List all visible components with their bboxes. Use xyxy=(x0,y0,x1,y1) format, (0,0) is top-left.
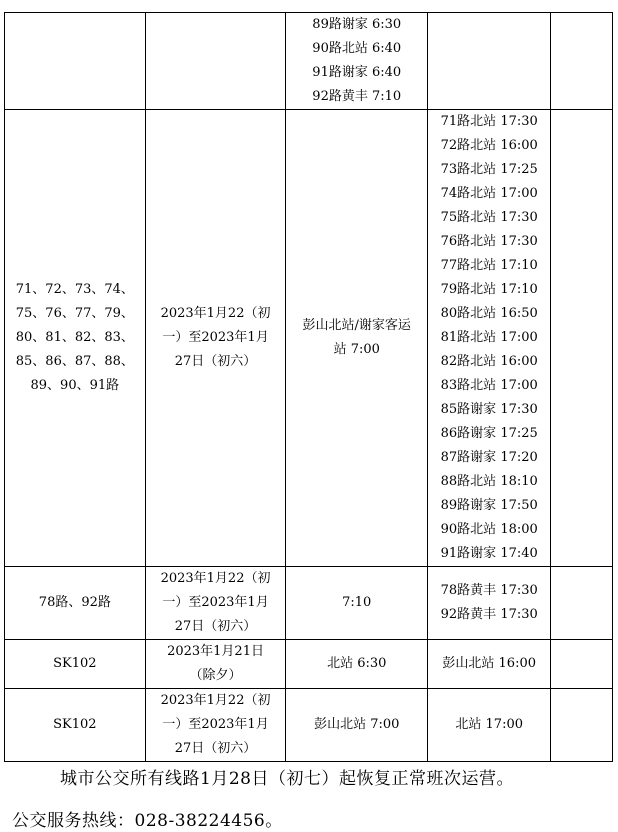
cell-line: 2023年1月22（初 xyxy=(160,306,271,321)
route-cell xyxy=(5,640,146,689)
cell-line: SK102 xyxy=(53,656,97,671)
cell-line: 北站 6:30 xyxy=(327,656,387,671)
date-cell xyxy=(145,567,286,640)
cell-line: 92路黄丰 7:10 xyxy=(312,89,402,104)
bus-schedule-table xyxy=(4,12,613,762)
cell-line: 78路、92路 xyxy=(38,595,111,610)
cell-line: 北站 17:00 xyxy=(455,717,524,732)
schedule-row xyxy=(5,689,613,762)
cell-line: 72路北站 16:00 xyxy=(440,138,538,153)
cell-line: 81路北站 17:00 xyxy=(440,330,538,345)
cell-line: （除夕） xyxy=(189,668,242,683)
schedule-row xyxy=(5,567,613,640)
empty-cell xyxy=(551,640,613,689)
cell-line: 90路北站 18:00 xyxy=(440,522,538,537)
last-departure-cell xyxy=(428,567,551,640)
last-departure-cell xyxy=(428,110,551,567)
schedule-row xyxy=(5,110,613,567)
cell-line: 89路谢家 6:30 xyxy=(312,17,402,32)
date-cell xyxy=(145,689,286,762)
cell-line: 86路谢家 17:25 xyxy=(440,426,538,441)
date-cell xyxy=(145,13,286,110)
cell-line: 一）至2023年1月 xyxy=(162,717,269,732)
first-departure-cell xyxy=(286,567,428,640)
cell-line: 79路北站 17:10 xyxy=(440,282,538,297)
first-departure-cell xyxy=(286,110,428,567)
cell-line: 75路北站 17:30 xyxy=(440,210,538,225)
cell-line: 73路北站 17:25 xyxy=(440,162,538,177)
empty-cell xyxy=(551,110,613,567)
cell-line: 2023年1月22（初 xyxy=(160,571,271,586)
cell-line: 27日（初六） xyxy=(174,354,257,369)
cell-line: 92路黄丰 17:30 xyxy=(440,607,538,622)
schedule-row xyxy=(5,13,613,110)
cell-line: 90路北站 6:40 xyxy=(312,41,402,56)
schedule-body xyxy=(5,13,613,762)
cell-line: 74路北站 17:00 xyxy=(440,186,538,201)
last-departure-cell xyxy=(428,689,551,762)
cell-line: 2023年1月21日 xyxy=(167,644,264,659)
last-departure-cell xyxy=(428,13,551,110)
cell-line: 71、72、73、74、 xyxy=(15,282,134,297)
first-departure-cell xyxy=(286,689,428,762)
cell-line: 91路谢家 6:40 xyxy=(312,65,402,80)
cell-line: 2023年1月22（初 xyxy=(160,693,271,708)
cell-line: 7:10 xyxy=(342,595,372,610)
cell-line: 彭山北站 7:00 xyxy=(314,717,400,732)
cell-line: 27日（初六） xyxy=(174,619,257,634)
last-departure-cell xyxy=(428,640,551,689)
cell-line: 76路北站 17:30 xyxy=(440,234,538,249)
cell-line: 彭山北站 16:00 xyxy=(442,656,537,671)
cell-line: 80、81、82、83、 xyxy=(15,330,134,345)
route-cell xyxy=(5,13,146,110)
first-departure-cell xyxy=(286,13,428,110)
cell-line: 75、76、77、79、 xyxy=(15,306,134,321)
route-cell xyxy=(5,567,146,640)
cell-line: 一）至2023年1月 xyxy=(162,330,269,345)
cell-line: 89路谢家 17:50 xyxy=(440,498,538,513)
service-hotline: 公交服务热线：028-38224456。 xyxy=(12,811,283,831)
cell-line: 77路北站 17:10 xyxy=(440,258,538,273)
cell-line: 88路北站 18:10 xyxy=(440,474,538,489)
first-departure-cell xyxy=(286,640,428,689)
date-cell xyxy=(145,640,286,689)
cell-line: 91路谢家 17:40 xyxy=(440,546,538,561)
cell-line: SK102 xyxy=(53,717,97,732)
cell-line: 彭山北站/谢家客运 xyxy=(302,318,411,333)
cell-line: 89、90、91路 xyxy=(30,378,120,393)
cell-line: 78路黄丰 17:30 xyxy=(440,583,538,598)
cell-line: 82路北站 16:00 xyxy=(440,354,538,369)
cell-line: 27日（初六） xyxy=(174,741,257,756)
cell-line: 站 7:00 xyxy=(333,342,380,357)
date-cell xyxy=(145,110,286,567)
cell-line: 87路谢家 17:20 xyxy=(440,450,538,465)
empty-cell xyxy=(551,13,613,110)
empty-cell xyxy=(551,689,613,762)
resume-notice: 城市公交所有线路1月28日（初七）起恢复正常班次运营。 xyxy=(60,769,514,789)
cell-line: 71路北站 17:30 xyxy=(440,114,538,129)
cell-line: 85、86、87、88、 xyxy=(15,354,134,369)
cell-line: 80路北站 16:50 xyxy=(440,306,538,321)
route-cell xyxy=(5,689,146,762)
cell-line: 85路谢家 17:30 xyxy=(440,402,538,417)
empty-cell xyxy=(551,567,613,640)
cell-line: 一）至2023年1月 xyxy=(162,595,269,610)
schedule-row xyxy=(5,640,613,689)
cell-line: 83路北站 17:00 xyxy=(440,378,538,393)
route-cell xyxy=(5,110,146,567)
